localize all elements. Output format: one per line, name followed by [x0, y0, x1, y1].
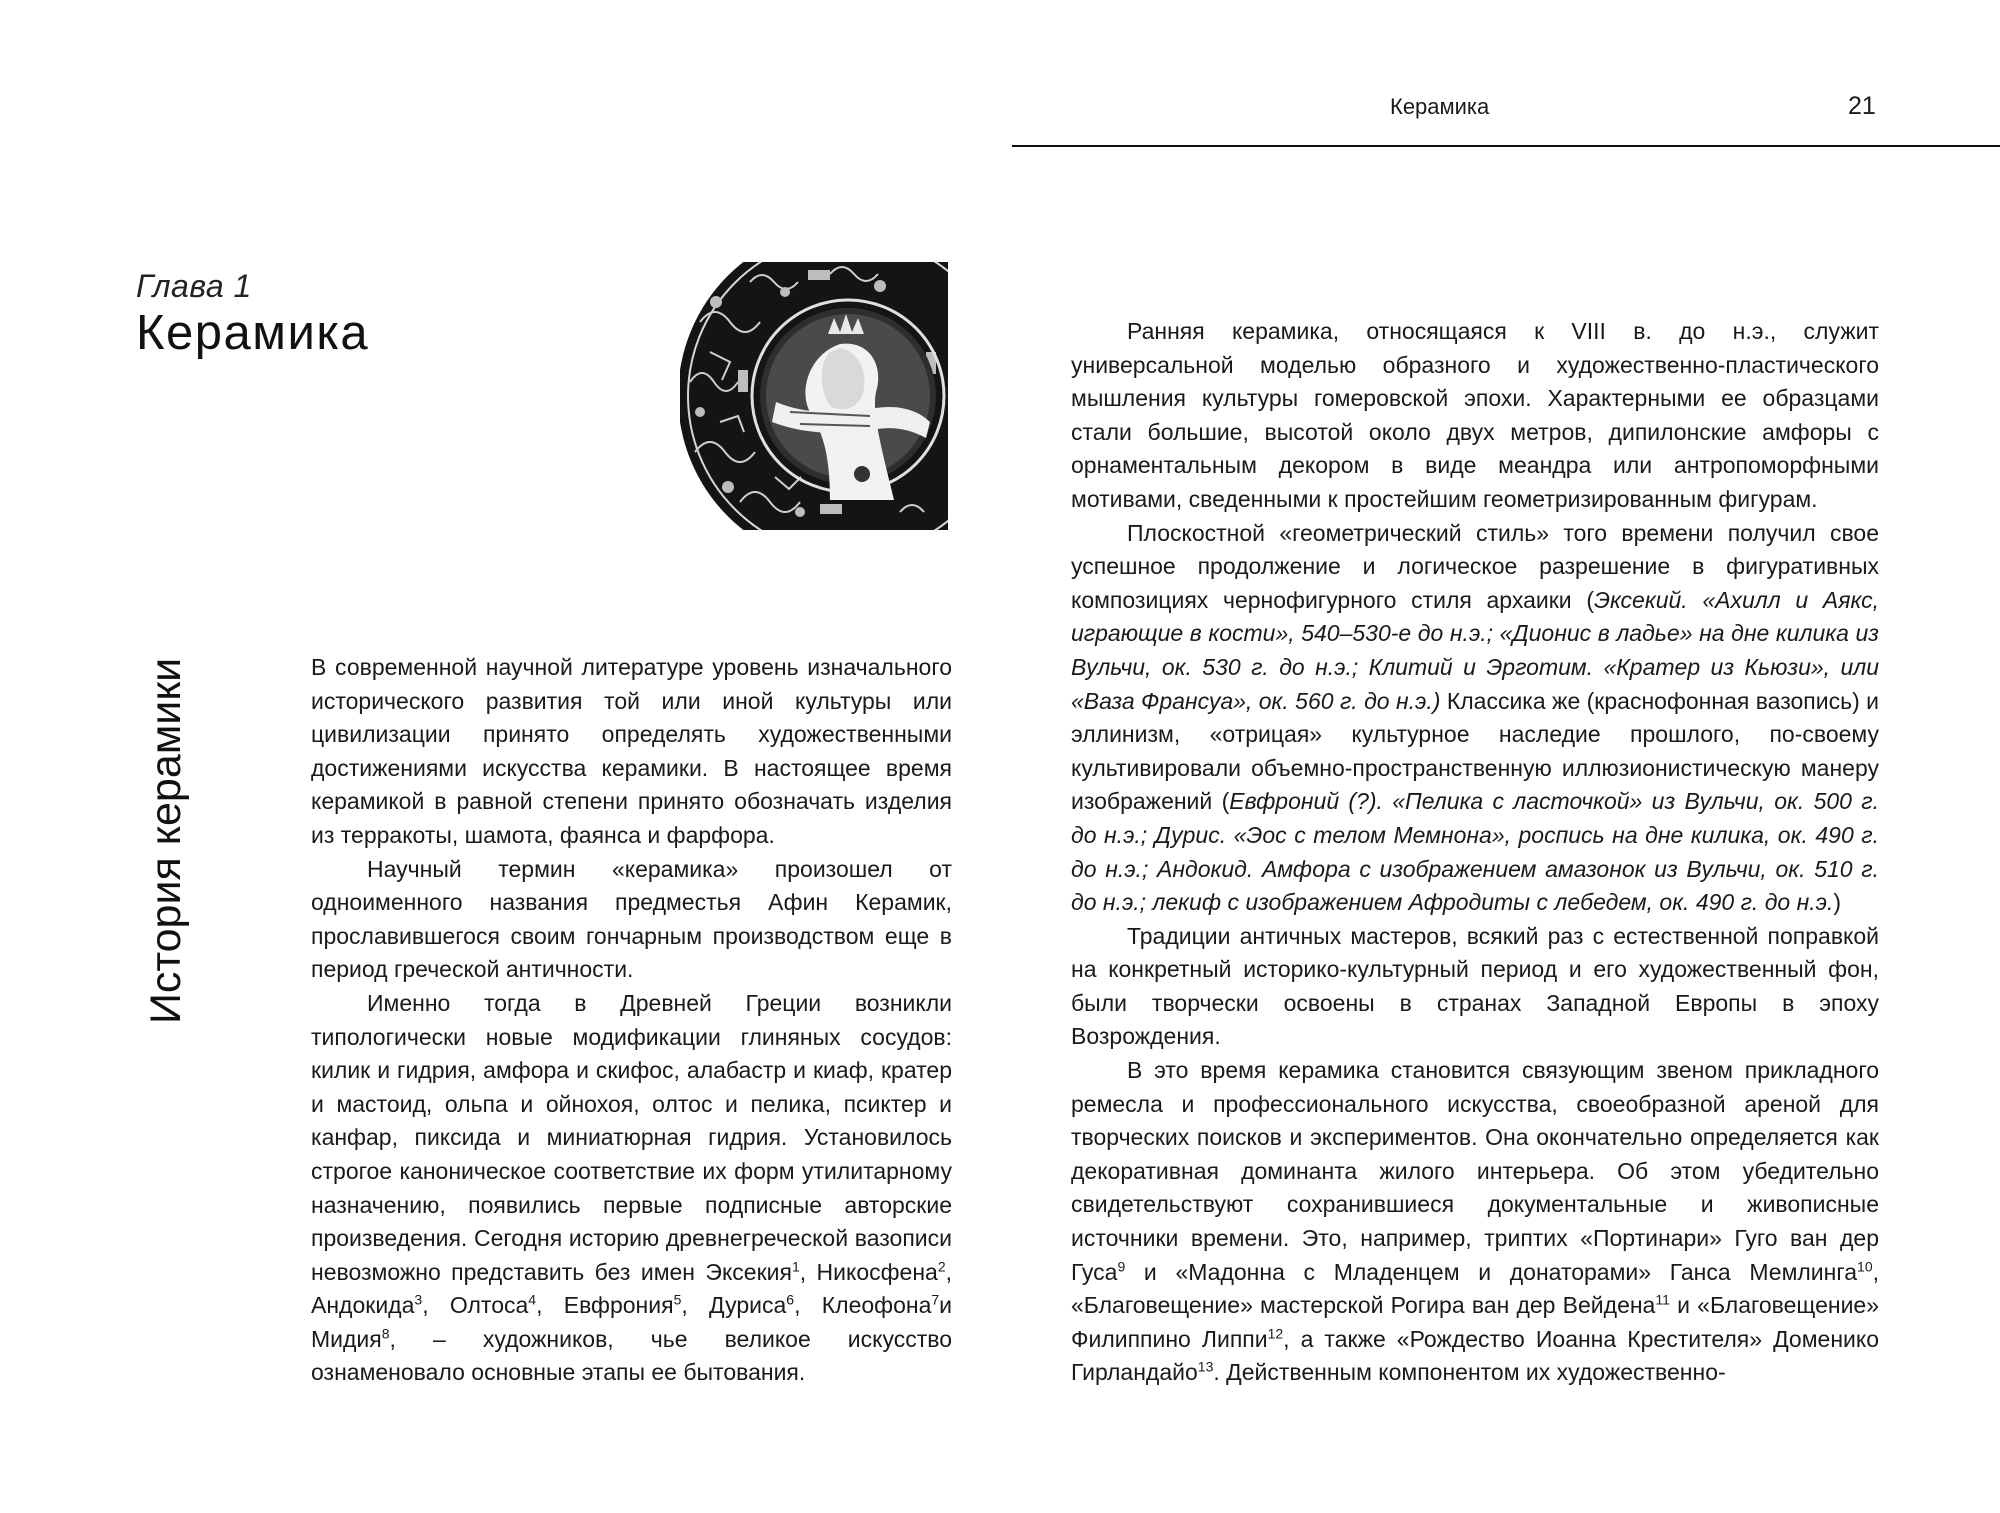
paragraph: Именно тогда в Древней Греции возникли типологически новые модификации глиняных сосудов: килик и гидрия, амфора и скифос, алабастр и киаф, кратер и мастоид, ольпа и ойнохоя, олтос и пелика, псиктер и канфар, пиксида и миниатюрная гидрия. Установилось строгое каноническое соответствие их форм утилитарному назначению, появились первые подписные авторские произведения. Сегодня историю древнегреческой вазописи невозможно представить без имен Эксекия$^1$, Никосфена$^2$, Андокида$^3$, Олтоса$^4$, Евфрония$^5$, Дуриса$^6$, Клеофона$^7$и Мидия$^8$, – художников, чье великое искусство ознаменовало основные этапы ее бытования.	[311, 989, 953, 1386]
footnote-ref[interactable]: 10	[1857, 1257, 1873, 1274]
footnote-ref[interactable]: 13	[1197, 1358, 1214, 1375]
paragraph: Плоскостной «геометрический стиль» того времени получил свое успешное продолжение и логическое разрешение в фигуративных композициях чернофигурного стиля архаики (Эксекий. «Ахилл и Аякс, играющие в кости», 540–530-е до н.э.; «Дионис в ладье» на дне килика из Вульчи, ок. 530 г. до н.э.; Клитий и Эрготим. «Кратер из Кьюзи», или «Ваза Франсуа», ок. 560 г. до н.э.) Классика же (краснофонная вазопись) и эллинизм, «отрицая» культурное наследие прошлого, по-своему культивировали объемно-пространственную иллюзионистическую манеру изображений (Евфроний (?). «Пелика с ласточкой» из Вульчи, ок. 500 г. до н.э.; Дурис. «Эос с телом Мемнона», роспись на дне килика, ок. 490 г. до н.э.; Андокид. Амфора с изображением амазонок из Вульчи, ок. 510 г. до н.э.; лекиф с изображением Афродиты с лебедем, ок. 490 г. до н.э.)	[1071, 519, 1879, 916]
footnote-ref[interactable]: 6	[786, 1291, 795, 1308]
footnote-ref[interactable]: 9	[1117, 1257, 1126, 1274]
footnote-ref[interactable]: 1	[791, 1258, 800, 1275]
page-number: 21	[1848, 92, 1876, 120]
running-title: Керамика	[1390, 94, 1490, 119]
paragraph: Научный термин «керамика» произошел от одноименного названия предместья Афин Керамик, прославившегося своим гончарным производством еще в период греческой античности.	[311, 855, 952, 983]
maiolica-plate-portrait-illustration	[680, 262, 948, 530]
footnote-ref[interactable]: 11	[1655, 1291, 1670, 1308]
footnote-ref[interactable]: 4	[528, 1291, 537, 1308]
left-column-text	[311, 651, 952, 1390]
header-rule	[1012, 145, 2000, 147]
paragraph: Традиции античных мастеров, всякий раз с естественной поправкой на конкретный историко-культурный период и его художественный фон, были творчески освоены в странах Западной Европы в эпоху Возрождения.	[1071, 922, 1879, 1050]
footnote-ref[interactable]: 7	[931, 1291, 940, 1308]
right-column-text	[1071, 315, 1879, 1390]
footnote-ref[interactable]: 3	[414, 1291, 423, 1308]
side-title: История керамики	[142, 657, 190, 1024]
footnote-ref[interactable]: 2	[937, 1258, 946, 1275]
footnote-ref[interactable]: 5	[673, 1291, 682, 1308]
paragraph: В современной научной литературе уровень изначального исторического развития той или иной культуры или цивилизации принято определять художественными достижениями искусства керамики. В настоящее время керамикой в равной степени принято обозначать изделия из терракоты, шамота, фаянса и фарфора.	[311, 654, 952, 848]
paragraph: Ранняя керамика, относящаяся к VIII в. до н.э., служит универсальной моделью образного и художественно-пластического мышления культуры гомеровской эпохи. Характерными ее образцами стали большие, высотой около двух метров, дипилонские амфоры с орнаментальным декором в виде меандра или антропоморфными мотивами, сведенными к простейшим геометризированным фигурам.	[1071, 318, 1879, 512]
chapter-title: Керамика	[136, 306, 370, 360]
footnote-ref[interactable]: 12	[1267, 1325, 1284, 1342]
footnote-ref[interactable]: 8	[381, 1325, 390, 1342]
chapter-label: Глава 1	[136, 268, 252, 304]
paragraph: В это время керамика становится связующим звеном прикладного ремесла и профессионального искусства, своеобразной ареной для творческих поисков и экспериментов. Она окончательно определяется как декоративная доминанта жилого интерьера. Об этом убедительно свидетельствуют сохранившиеся документальные и живописные источники времени. Это, например, триптих «Портинари» Гуго ван дер Гуса$^9$ и «Мадонна с Младенцем и донаторами» Ганса Мемлинга$^{10}$, «Благовещение» мастерской Рогира ван дер Вейдена$^{11}$ и «Благовещение» Филиппино Липпи$^{12}$, а также «Рождество Иоанна Крестителя» Доменико Гирландайо$^{13}$. Действенным компонентом их художественно-	[1071, 1057, 1880, 1386]
